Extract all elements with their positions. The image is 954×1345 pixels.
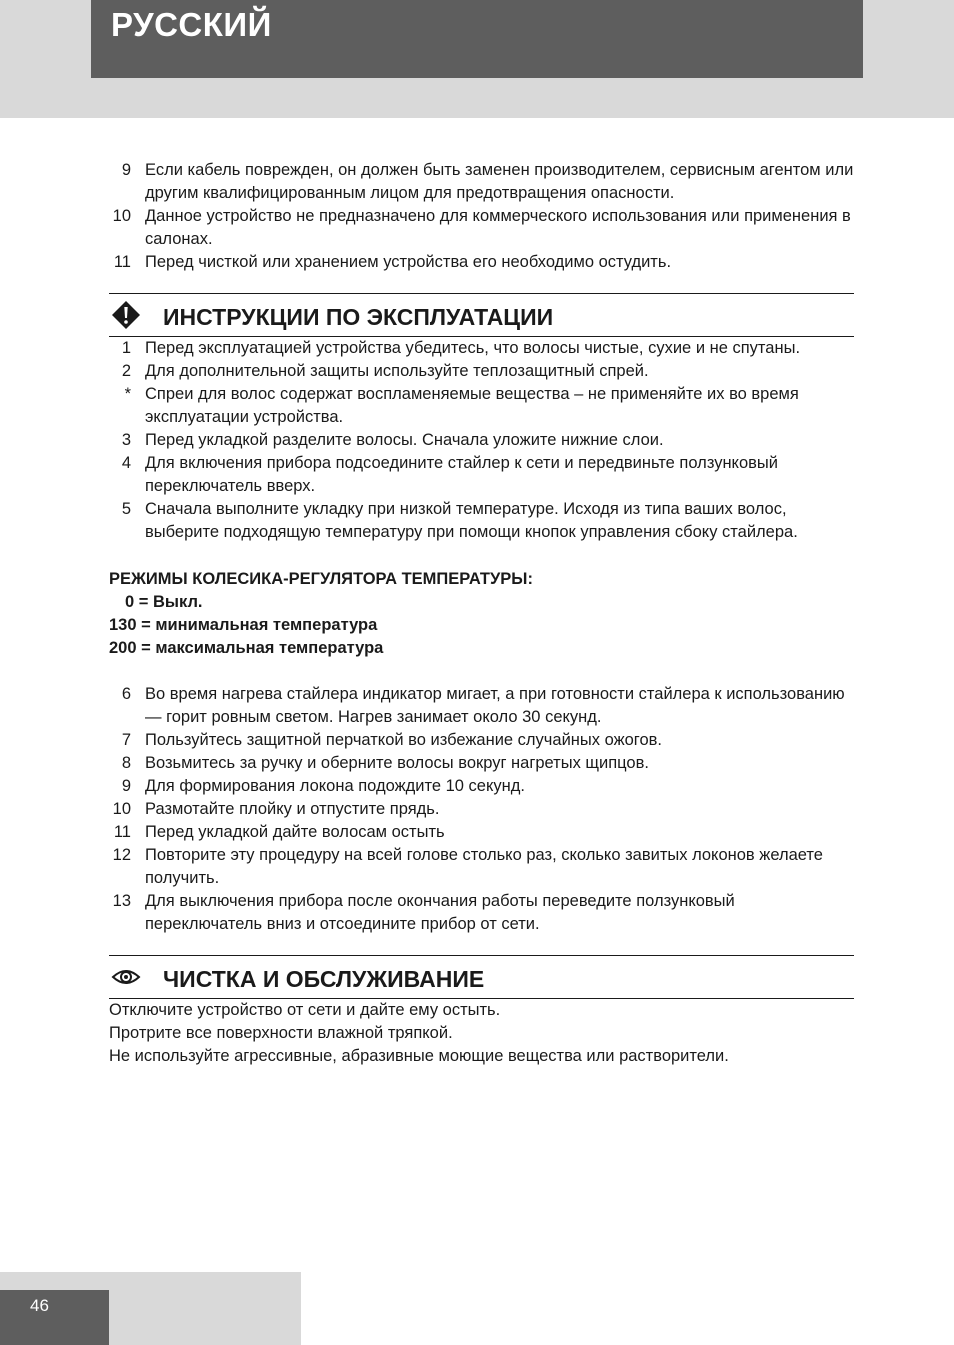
item-text: Перед укладкой дайте волосам остыть bbox=[145, 823, 445, 841]
list-item bbox=[109, 337, 854, 360]
item-number: 8 bbox=[121, 754, 131, 772]
list-item bbox=[109, 498, 854, 544]
cleaning-line: Не используйте агрессивные, абразивные моющие вещества или растворители. bbox=[109, 1047, 729, 1065]
item-text: Сначала выполните укладку при низкой температуре. Исходя из типа ваших волос, выберите подходящую температуру при помощи кнопок управления сбоку стайлера. bbox=[145, 500, 798, 541]
page-number: 46 bbox=[30, 1296, 49, 1315]
item-text: Данное устройство не предназначено для коммерческого использования или применения в салонах. bbox=[145, 207, 851, 248]
list-item bbox=[109, 752, 854, 775]
safety-list bbox=[109, 159, 854, 274]
cleaning-line: Отключите устройство от сети и дайте ему остыть. bbox=[109, 1001, 501, 1019]
item-number: 12 bbox=[112, 846, 131, 864]
cleaning-section-header bbox=[109, 955, 854, 999]
eye-icon bbox=[111, 962, 141, 992]
operating-list-continued bbox=[109, 683, 854, 936]
item-number: 10 bbox=[112, 207, 131, 225]
item-text: Для выключения прибора после окончания работы переведите ползунковый переключатель вниз и отсоедините прибор от сети. bbox=[145, 892, 735, 933]
list-item bbox=[109, 775, 854, 798]
list-item bbox=[109, 159, 854, 205]
list-item bbox=[109, 383, 854, 429]
item-number: 3 bbox=[121, 431, 131, 449]
list-item bbox=[109, 429, 854, 452]
item-text: Спреи для волос содержат воспламеняемые вещества – не применяйте их во время эксплуатации устройства. bbox=[145, 385, 799, 426]
temperature-modes bbox=[109, 568, 854, 660]
mode-line: 130 = минимальная температура bbox=[109, 616, 378, 634]
language-title: РУССКИЙ bbox=[111, 6, 272, 43]
item-number: 9 bbox=[121, 777, 131, 795]
list-item bbox=[109, 821, 854, 844]
item-number: 6 bbox=[121, 685, 131, 703]
mode-line: 200 = максимальная температура bbox=[109, 639, 384, 657]
list-item bbox=[109, 452, 854, 498]
page-number-box bbox=[0, 1290, 109, 1345]
item-text: Если кабель поврежден, он должен быть заменен производителем, сервисным агентом или другим квалифицированным лицом для предотвращения опасности. bbox=[145, 161, 854, 202]
cleaning-text bbox=[109, 999, 854, 1068]
item-number: 1 bbox=[121, 339, 131, 357]
item-number: 4 bbox=[121, 454, 131, 472]
item-text: Повторите эту процедуру на всей голове столько раз, сколько завитых локонов желаете получить. bbox=[145, 846, 823, 887]
warning-icon bbox=[111, 300, 141, 330]
item-text: Перед эксплуатацией устройства убедитесь, что волосы чистые, сухие и не спутаны. bbox=[145, 339, 801, 357]
item-text: Возьмитесь за ручку и оберните волосы вокруг нагретых щипцов. bbox=[145, 754, 649, 772]
language-bar bbox=[91, 0, 863, 78]
list-item bbox=[109, 844, 854, 890]
list-item bbox=[109, 729, 854, 752]
item-text: Размотайте плойку и отпустите прядь. bbox=[145, 800, 440, 818]
item-text: Пользуйтесь защитной перчаткой во избежание случайных ожогов. bbox=[145, 731, 662, 749]
page-content bbox=[109, 159, 854, 1068]
item-text: Для формирования локона подождите 10 секунд. bbox=[145, 777, 525, 795]
item-number: 5 bbox=[121, 500, 131, 518]
mode-line: 0 = Выкл. bbox=[125, 593, 203, 611]
item-number: 10 bbox=[112, 800, 131, 818]
item-number: 11 bbox=[113, 253, 131, 271]
operating-list bbox=[109, 337, 854, 544]
section-title: ЧИСТКА И ОБСЛУЖИВАНИЕ bbox=[163, 965, 485, 992]
list-item bbox=[109, 360, 854, 383]
operating-section-header bbox=[109, 293, 854, 337]
item-text: Перед укладкой разделите волосы. Сначала уложите нижние слои. bbox=[145, 431, 664, 449]
item-number: 11 bbox=[113, 823, 131, 841]
item-number: 9 bbox=[121, 161, 131, 179]
item-number: 2 bbox=[121, 362, 131, 380]
cleaning-line: Протрите все поверхности влажной тряпкой. bbox=[109, 1024, 453, 1042]
item-text: Во время нагрева стайлера индикатор мигает, а при готовности стайлера к использованию — горит ровным светом. Нагрев занимает около 30 секунд. bbox=[145, 685, 845, 726]
list-item bbox=[109, 683, 854, 729]
list-item bbox=[109, 251, 854, 274]
list-item bbox=[109, 890, 854, 936]
section-title: ИНСТРУКЦИИ ПО ЭКСПЛУАТАЦИИ bbox=[163, 303, 554, 330]
item-number: * bbox=[124, 385, 131, 403]
item-text: Для включения прибора подсоедините стайлер к сети и передвиньте ползунковый переключатель вверх. bbox=[145, 454, 778, 495]
item-text: Перед чисткой или хранением устройства его необходимо остудить. bbox=[145, 253, 672, 271]
item-number: 13 bbox=[112, 892, 131, 910]
item-number: 7 bbox=[121, 731, 131, 749]
modes-heading: РЕЖИМЫ КОЛЕСИКА-РЕГУЛЯТОРА ТЕМПЕРАТУРЫ: bbox=[109, 570, 533, 588]
list-item bbox=[109, 798, 854, 821]
item-text: Для дополнительной защиты используйте теплозащитный спрей. bbox=[145, 362, 649, 380]
list-item bbox=[109, 205, 854, 251]
